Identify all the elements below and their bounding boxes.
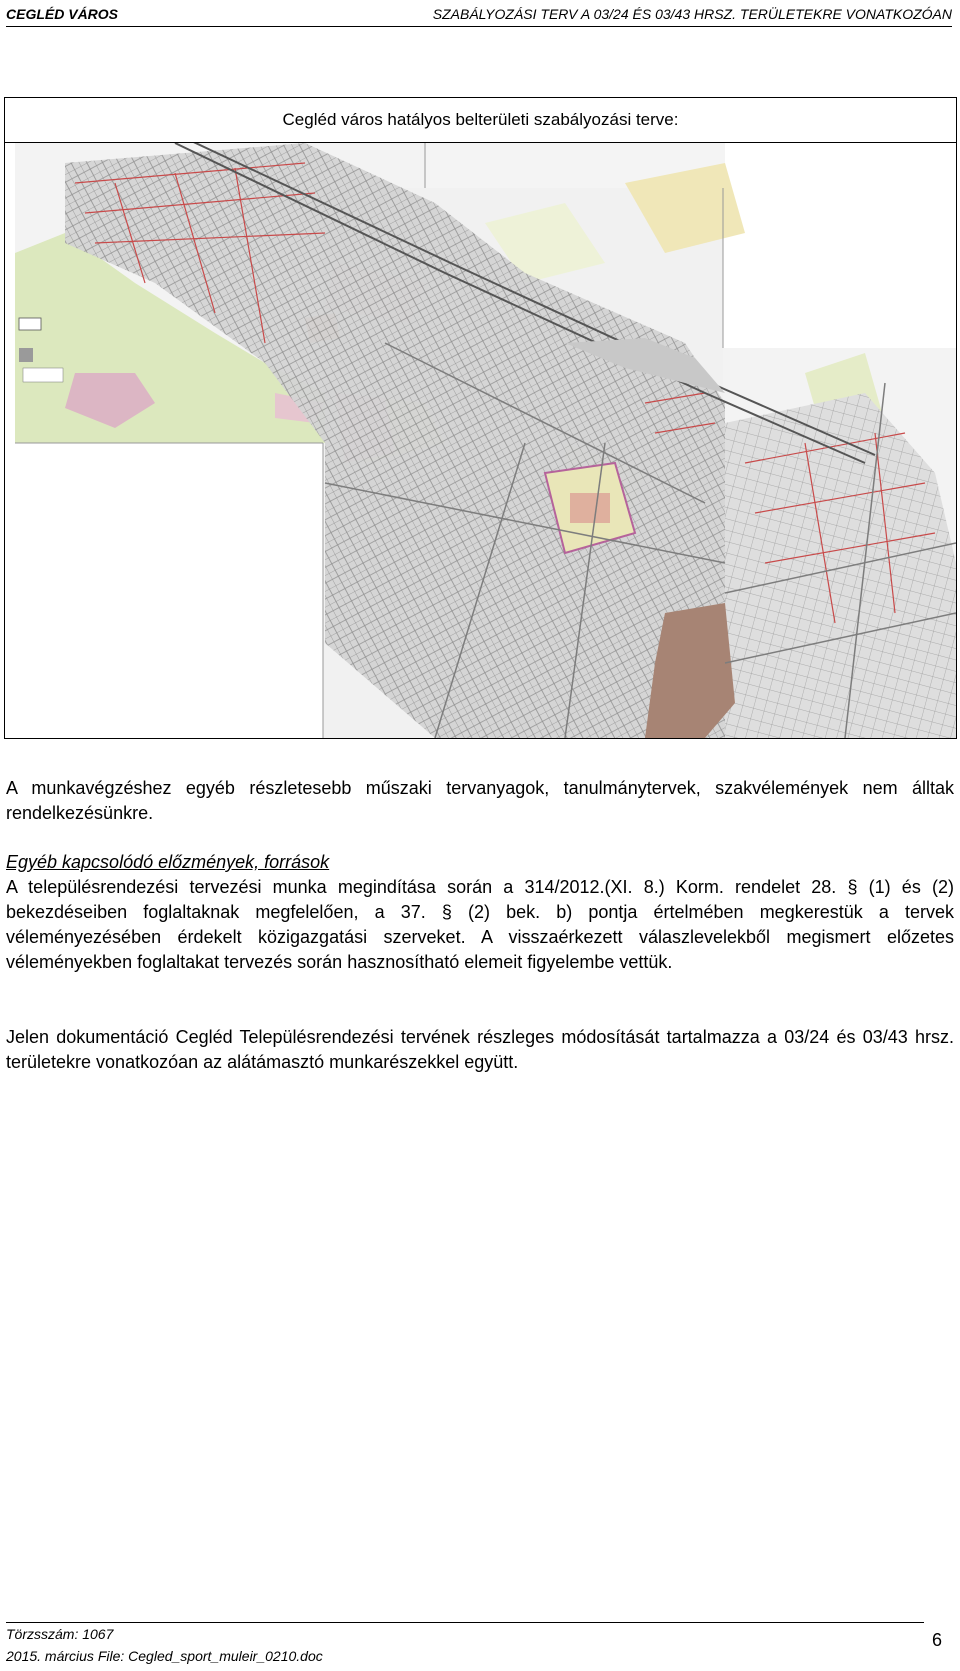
header-title: SZABÁLYOZÁSI TERV A 03/24 ÉS 03/43 HRSZ. TERÜLETEKRE VONATKOZÓAN [432, 6, 952, 22]
footer-rule [6, 1622, 924, 1623]
paragraph-1: A munkavégzéshez egyéb részletesebb műszaki tervanyagok, tanulmánytervek, szakvélemények nem álltak rendelkezésünkre. [6, 778, 954, 823]
section-heading: Egyéb kapcsolódó előzmények, források [6, 852, 330, 872]
map-image [5, 143, 956, 738]
footer-registry: Törzsszám: 1067 [6, 1626, 114, 1642]
paragraph-3: Jelen dokumentáció Cegléd Településrendezési tervének részleges módosítását tartalmazza a 03/24 és 03/43 hrsz. területekre vonatkozóan az alátámasztó munkarészekkel együtt. [6, 1027, 954, 1072]
regulation-plan-map [5, 143, 956, 738]
header-city: CEGLÉD VÁROS [6, 6, 119, 22]
page-footer [6, 1622, 952, 1668]
figure-title: Cegléd város hatályos belterületi szabályozási terve: [5, 98, 956, 143]
figure-frame [4, 97, 957, 739]
page-number: 6 [931, 1630, 942, 1650]
footer-file: 2015. március File: Cegled_sport_muleir_0210.doc [6, 1648, 323, 1664]
paragraph-2: A településrendezési tervezési munka megindítása során a 314/2012.(XI. 8.) Korm. rendelet 28. § (1) és (2) bekezdéseiben foglaltaknak megfelelően, a 37. § (2) bek. b) pontja értelmében megkerestük a tervek véleményezésében érdekelt közigazgatási szerveket. A visszaérkezett válaszlevelekből megismert előzetes véleményekben foglaltakat tervezés során hasznosítható elemeit figyelembe vettük. [6, 877, 954, 972]
page-header [6, 4, 952, 27]
